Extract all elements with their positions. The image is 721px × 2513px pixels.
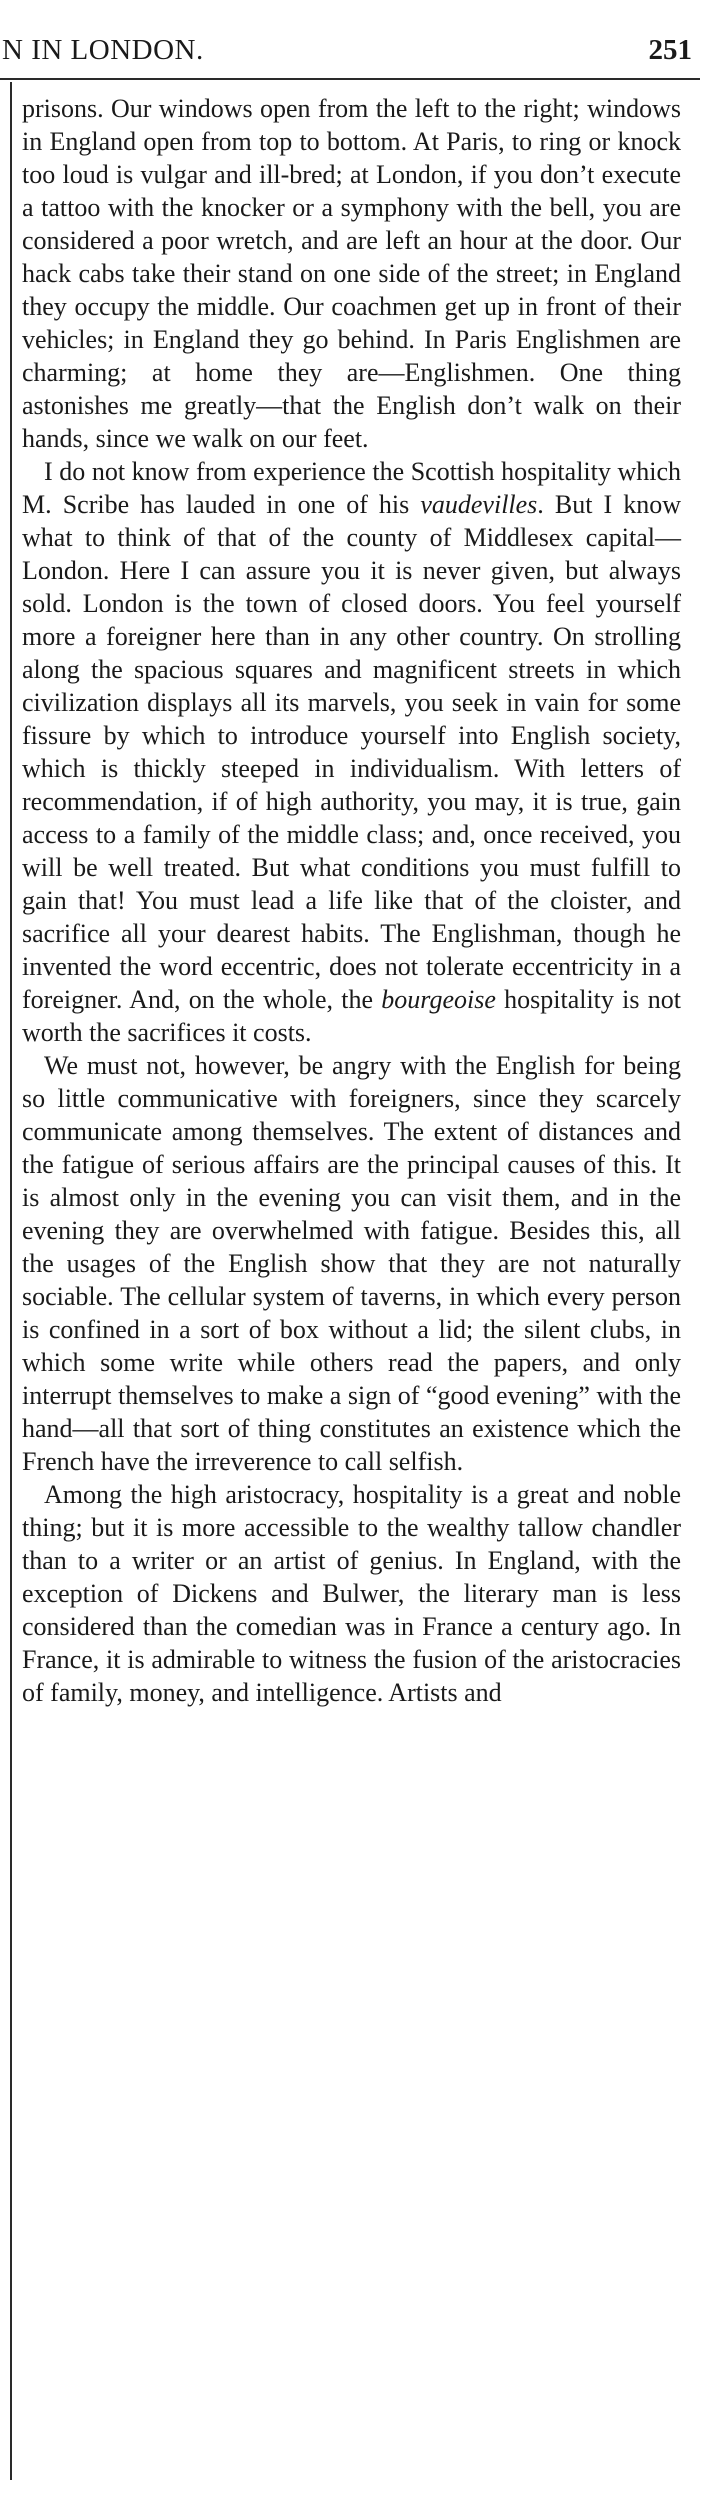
page-number: 251 (648, 34, 692, 66)
running-head-title: N IN LONDON. (2, 34, 204, 66)
header-rule (0, 78, 700, 80)
body-text (22, 92, 681, 1709)
text-run: hospitality is not worth the sacrifices it costs. (22, 985, 681, 1047)
column-rule (10, 82, 12, 2480)
italic-word: vaudevilles (420, 490, 538, 519)
paragraph (22, 1049, 681, 1478)
text-run: Among the high aristocracy, hospitality is a great and noble thing; but it is more accessible to the wealthy tallow chandler than to a writer or an artist of genius. In England, with the exception of Dickens and Bulwer, the literary man is less considered than the comedian was in France a century ago. In France, it is admirable to witness the fusion of the aristocracies of family, money, and intelligence. Artists and (22, 1480, 681, 1707)
italic-word: bourgeoise (381, 985, 496, 1014)
paragraph (22, 92, 681, 455)
paragraph (22, 1478, 681, 1709)
paragraph (22, 455, 681, 1049)
text-run: We must not, however, be angry with the English for being so little communicative with foreigners, since they scarcely communicate among themselves. The extent of distances and the fatigue of serious affairs are the principal causes of this. It is almost only in the evening you can visit them, and in the evening they are overwhelmed with fatigue. Besides this, all the usages of the English show that they are not naturally sociable. The cellular system of taverns, in which every person is confined in a sort of box without a lid; the silent clubs, in which some write while others read the papers, and only interrupt themselves to make a sign of “good evening” with the hand—all that sort of thing constitutes an existence which the French have the irreverence to call selfish. (22, 1051, 681, 1476)
text-run: . But I know what to think of that of the county of Middlesex capital—London. Here I can assure you it is never given, but always sold. London is the town of closed doors. You feel yourself more a foreigner here than in any other country. On strolling along the spacious squares and magnificent streets in which civilization displays all its marvels, you seek in vain for some fissure by which to introduce yourself into English society, which is thickly steeped in individualism. With letters of recommendation, if of high authority, you may, it is true, gain access to a family of the middle class; and, once received, you will be well treated. But what conditions you must fulfill to gain that! You must lead a life like that of the cloister, and sacrifice all your dearest habits. The Englishman, though he invented the word eccentric, does not tolerate eccentricity in a foreigner. And, on the whole, the (22, 490, 682, 1014)
running-head (0, 34, 700, 74)
text-run: I do not know from experience the Scottish hospitality which M. Scribe has lauded in one of his (22, 457, 681, 519)
text-run: prisons. Our windows open from the left to the right; windows in England open from top to bottom. At Paris, to ring or knock too loud is vulgar and ill-bred; at London, if you don’t execute a tattoo with the knocker or a symphony with the bell, you are considered a poor wretch, and are left an hour at the door. Our hack cabs take their stand on one side of the street; in England they occupy the middle. Our coachmen get up in front of their vehicles; in England they go behind. In Paris Englishmen are charming; at home they are—Englishmen. One thing astonishes me greatly—that the English don’t walk on their hands, since we walk on our feet. (22, 94, 681, 453)
